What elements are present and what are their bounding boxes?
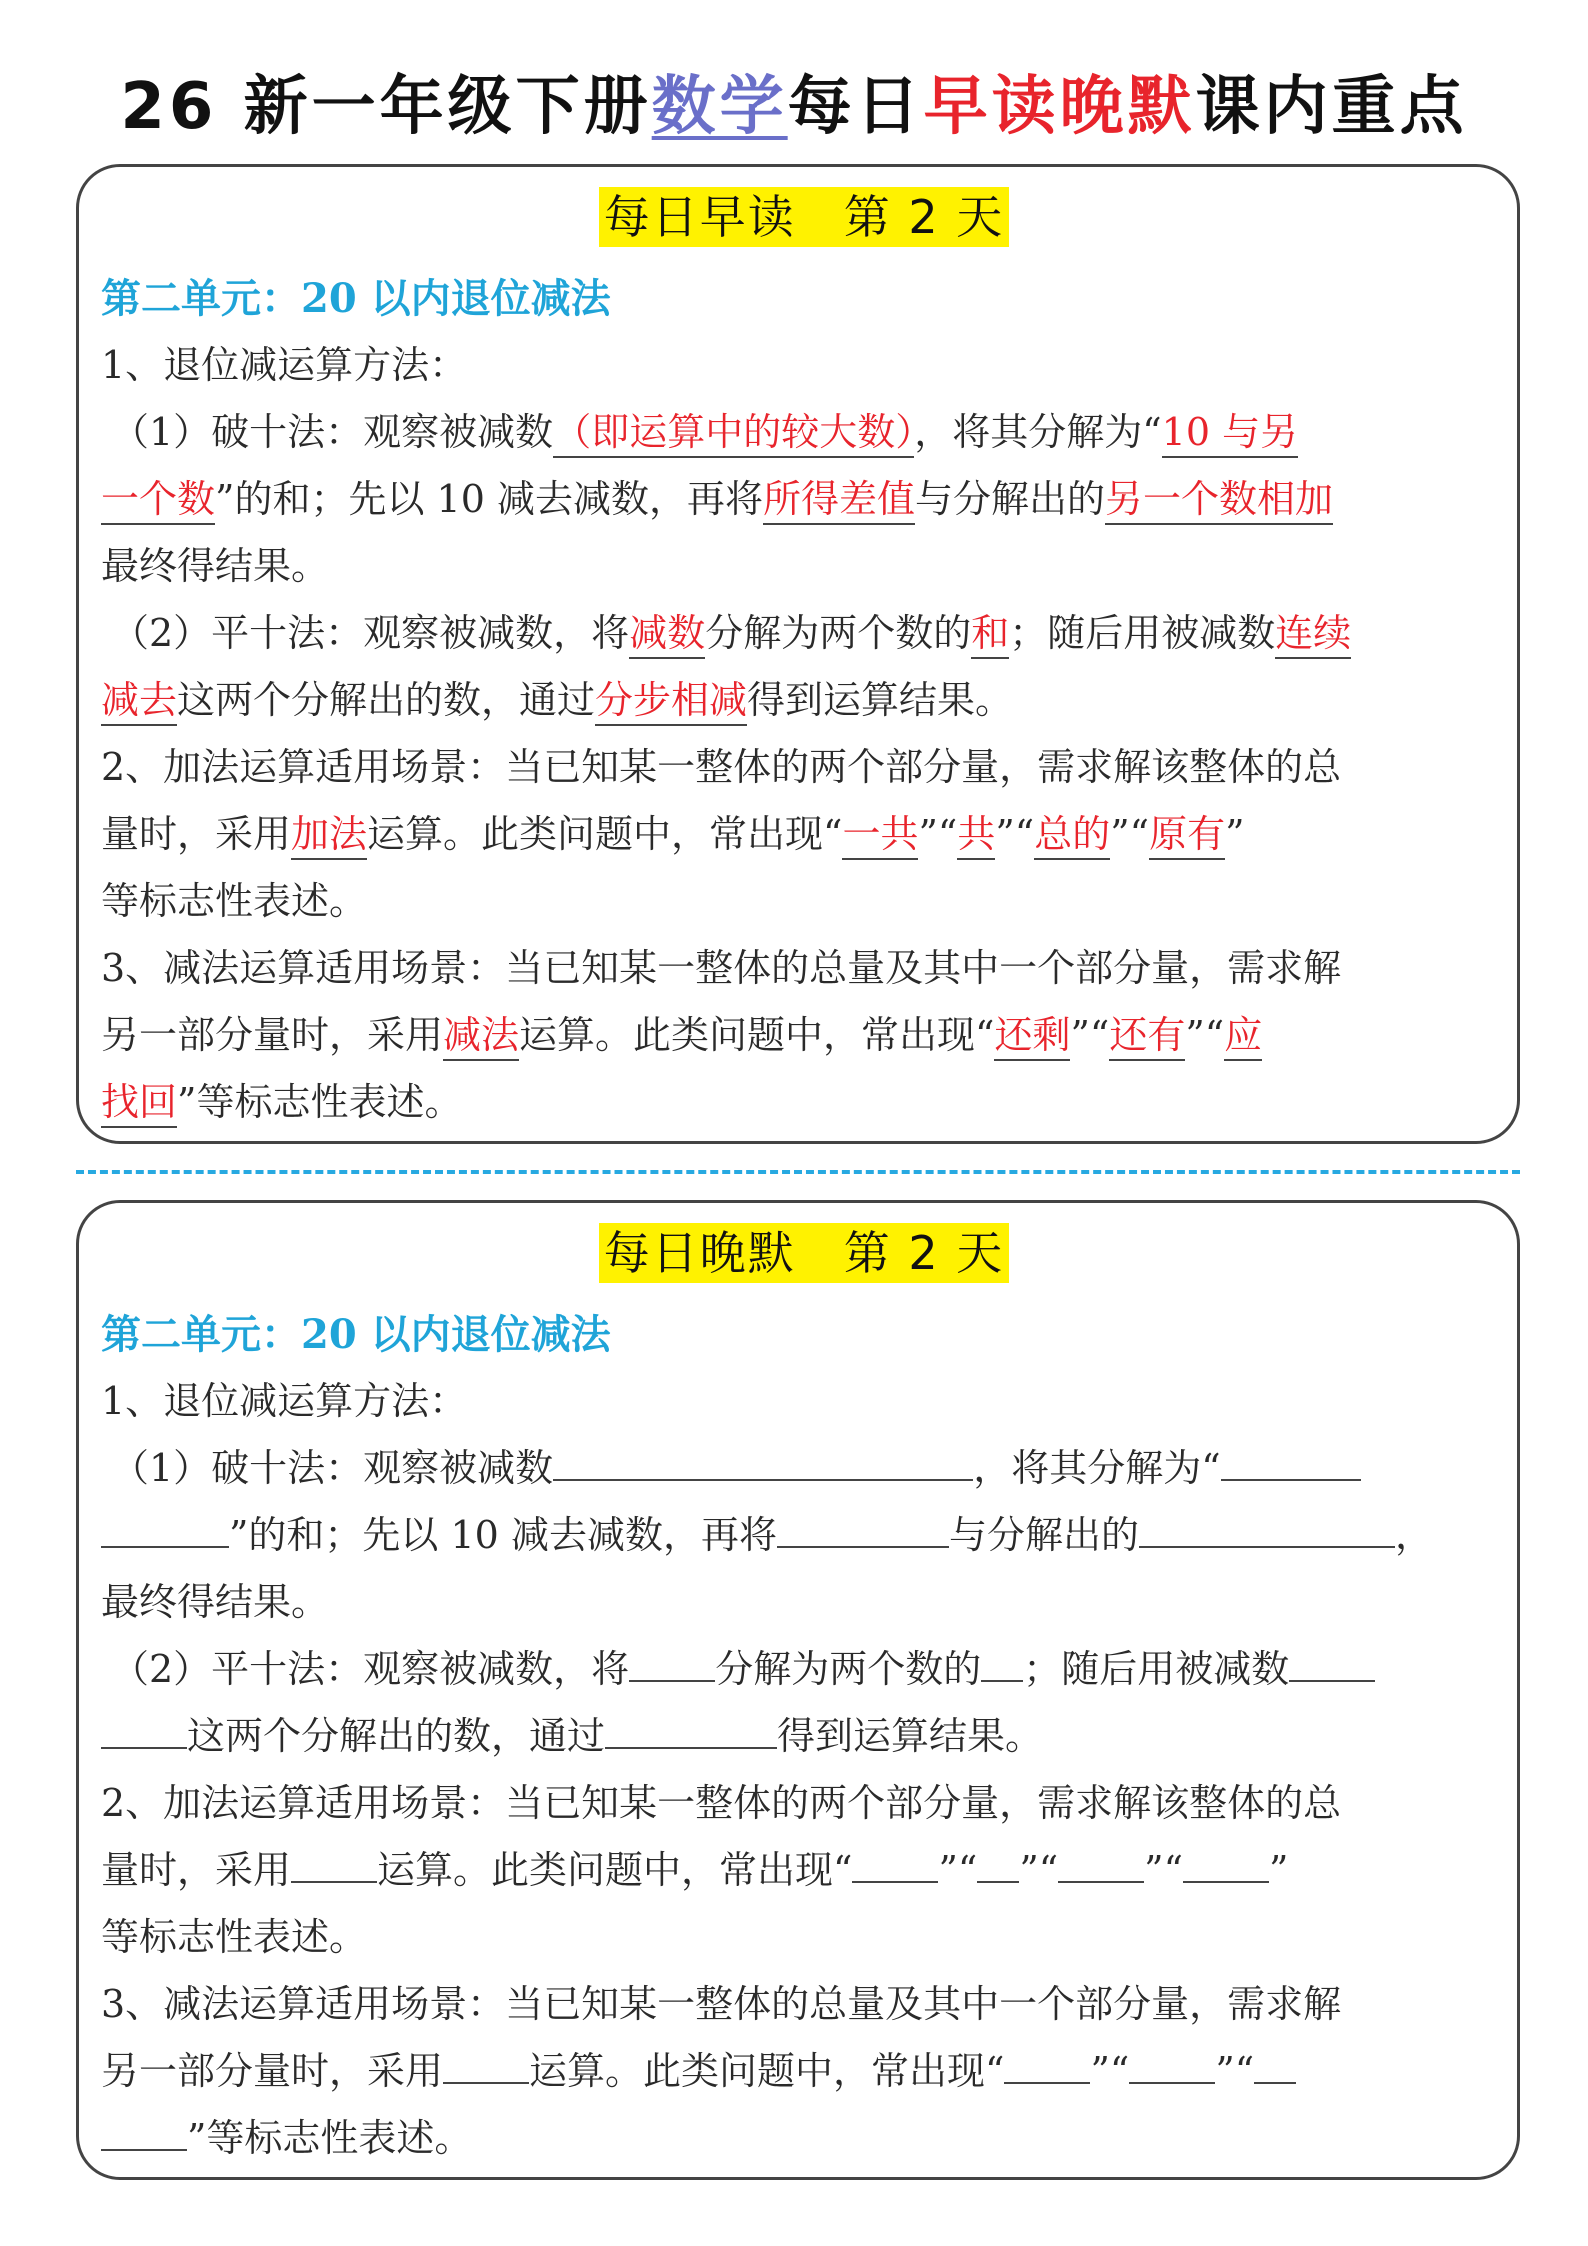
addition-line2: 量时，采用加法运算。此类问题中，常出现“一共”“共”“总的”“原有” bbox=[101, 801, 1501, 868]
fill-blank[interactable] bbox=[101, 2115, 187, 2151]
fill-blank[interactable] bbox=[1129, 2048, 1215, 2084]
fill-blank[interactable] bbox=[605, 1713, 777, 1749]
answer: 和 bbox=[971, 611, 1009, 659]
evening-content bbox=[101, 1301, 1501, 2172]
fill-blank[interactable] bbox=[101, 1713, 187, 1749]
method-break-ten-line3: 最终得结果。 bbox=[101, 1580, 330, 1624]
fill-blank[interactable] bbox=[291, 1847, 377, 1883]
method-break-ten-line1: （1）破十法：观察被减数（即运算中的较大数），将其分解为“10 与另 bbox=[101, 399, 1501, 466]
method-title: 1、退位减运算方法： bbox=[101, 1379, 468, 1423]
section-divider bbox=[76, 1170, 1520, 1174]
answer: （即运算中的较大数） bbox=[553, 410, 914, 458]
method-level-ten-line1: （2）平十法：观察被减数，将 分解为两个数的 ；随后用被减数 bbox=[101, 1636, 1501, 1703]
method-break-ten-line2: 一个数”的和；先以 10 减去减数，再将所得差值与分解出的另一个数相加 bbox=[101, 466, 1501, 533]
subtraction-line2: 另一部分量时，采用减法运算。此类问题中，常出现“还剩”“还有”“应 bbox=[101, 1002, 1501, 1069]
answer: 加法 bbox=[291, 812, 367, 860]
evening-badge: 每日晚默 第 2 天 bbox=[599, 1223, 1009, 1283]
addition-line1: 2、加法运算适用场景：当已知某一整体的两个部分量，需求解该整体的总 bbox=[101, 745, 1342, 789]
method-break-ten-line3: 最终得结果。 bbox=[101, 544, 330, 588]
addition-line3: 等标志性表述。 bbox=[101, 879, 368, 923]
fill-blank[interactable] bbox=[443, 2048, 529, 2084]
fill-blank[interactable] bbox=[977, 1847, 1019, 1883]
answer: 所得差值 bbox=[763, 477, 915, 525]
answer: 一个数 bbox=[101, 477, 215, 525]
morning-card bbox=[76, 164, 1520, 1144]
title-highlight: 早读晚默 bbox=[923, 70, 1196, 144]
answer: 应 bbox=[1224, 1013, 1262, 1061]
fill-blank[interactable] bbox=[629, 1646, 715, 1682]
fill-blank[interactable] bbox=[553, 1445, 973, 1481]
addition-line2: 量时，采用 运算。此类问题中，常出现“ ”“ ”“ ”“ ” bbox=[101, 1848, 1289, 1892]
title-subject: 数学 bbox=[651, 70, 788, 144]
fill-blank[interactable] bbox=[981, 1646, 1023, 1682]
answer: 减法 bbox=[443, 1013, 519, 1061]
page-title: 26 新一年级下册数学每日早读晚默课内重点 bbox=[120, 70, 1468, 144]
method-level-ten-line1: （2）平十法：观察被减数，将减数分解为两个数的和；随后用被减数连续 bbox=[101, 600, 1501, 667]
method-level-ten-line2: 这两个分解出的数，通过 得到运算结果。 bbox=[101, 1703, 1501, 1770]
answer: 连续 bbox=[1275, 611, 1351, 659]
subtraction-line3: 找回”等标志性表述。 bbox=[101, 1069, 1501, 1136]
fill-blank[interactable] bbox=[1221, 1445, 1361, 1481]
method-title: 1、退位减运算方法： bbox=[101, 343, 468, 387]
subtraction-line1: 3、减法运算适用场景：当已知某一整体的总量及其中一个部分量，需求解 bbox=[101, 1982, 1342, 2026]
answer: 减去 bbox=[101, 678, 177, 726]
answer: 另一个数相加 bbox=[1105, 477, 1333, 525]
unit-heading: 第二单元：20 以内退位减法 bbox=[101, 275, 611, 322]
addition-line1: 2、加法运算适用场景：当已知某一整体的两个部分量，需求解该整体的总 bbox=[101, 1781, 1342, 1825]
subtraction-line3: ”等标志性表述。 bbox=[101, 2105, 1501, 2172]
addition-line3: 等标志性表述。 bbox=[101, 1915, 368, 1959]
answer: 10 与另 bbox=[1162, 410, 1298, 458]
morning-badge: 每日早读 第 2 天 bbox=[599, 187, 1009, 247]
fill-blank[interactable] bbox=[1004, 2048, 1090, 2084]
answer: 还剩 bbox=[994, 1013, 1070, 1061]
subtraction-line1: 3、减法运算适用场景：当已知某一整体的总量及其中一个部分量，需求解 bbox=[101, 946, 1342, 990]
answer: 总的 bbox=[1034, 812, 1110, 860]
method-break-ten-line2: ”的和；先以 10 减去减数，再将 与分解出的 ， bbox=[101, 1502, 1501, 1569]
fill-blank[interactable] bbox=[1058, 1847, 1144, 1883]
fill-blank[interactable] bbox=[101, 1512, 229, 1548]
subtraction-line2: 另一部分量时，采用 运算。此类问题中，常出现“ ”“ ”“ bbox=[101, 2038, 1501, 2105]
fill-blank[interactable] bbox=[1254, 2048, 1296, 2084]
fill-blank[interactable] bbox=[1139, 1512, 1395, 1548]
evening-card bbox=[76, 1200, 1520, 2180]
fill-blank[interactable] bbox=[1289, 1646, 1375, 1682]
answer: 还有 bbox=[1109, 1013, 1185, 1061]
fill-blank[interactable] bbox=[777, 1512, 949, 1548]
answer: 分步相减 bbox=[595, 678, 747, 726]
fill-blank[interactable] bbox=[1183, 1847, 1269, 1883]
method-break-ten-line1: （1）破十法：观察被减数 ，将其分解为“ bbox=[101, 1435, 1501, 1502]
answer: 找回 bbox=[101, 1080, 177, 1128]
answer: 减数 bbox=[629, 611, 705, 659]
method-level-ten-line2: 减去这两个分解出的数，通过分步相减得到运算结果。 bbox=[101, 667, 1501, 734]
answer: 共 bbox=[957, 812, 995, 860]
fill-blank[interactable] bbox=[852, 1847, 938, 1883]
answer: 一共 bbox=[842, 812, 918, 860]
morning-content bbox=[101, 265, 1501, 1136]
answer: 原有 bbox=[1149, 812, 1225, 860]
unit-heading: 第二单元：20 以内退位减法 bbox=[101, 1311, 611, 1358]
